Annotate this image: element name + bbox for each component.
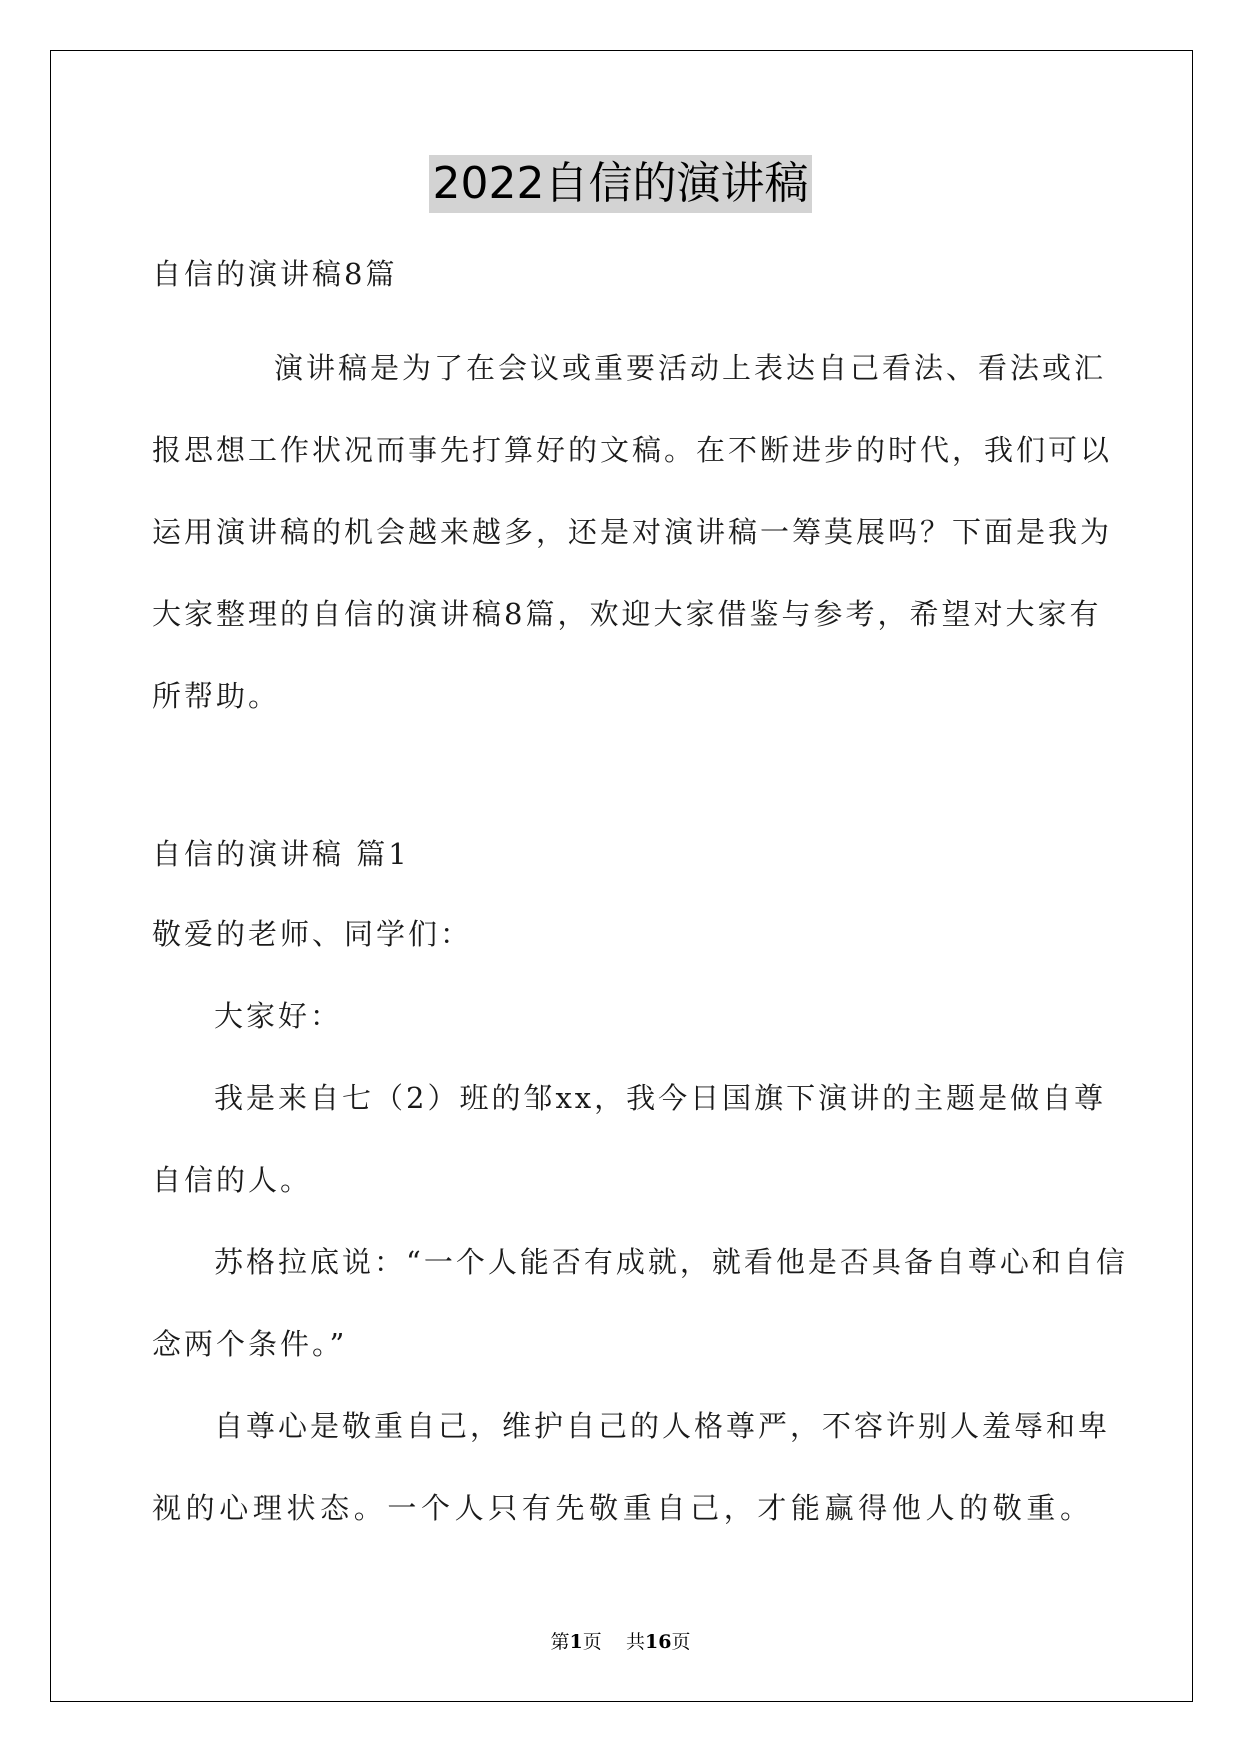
intro-line: 报思想工作状况而事先打算好的文稿。在不断进步的时代，我们可以 — [152, 433, 1113, 467]
intro-line: 演讲稿是为了在会议或重要活动上表达自己看法、看法或汇 — [274, 351, 1107, 385]
page-prefix: 第 — [550, 1631, 570, 1653]
body-line: 自尊心是敬重自己，维护自己的人格尊严，不容许别人羞辱和卑 — [214, 1409, 1111, 1443]
page-suffix: 页 — [582, 1631, 602, 1653]
body-line: 念两个条件。” — [152, 1327, 348, 1361]
body-line: 自信的人。 — [152, 1163, 313, 1197]
total-pages: 16 — [644, 1631, 672, 1653]
document-title — [0, 155, 1241, 215]
intro-line: 大家整理的自信的演讲稿8篇，欢迎大家借鉴与参考，希望对大家有 — [152, 597, 1102, 631]
section-heading: 自信的演讲稿 篇1 — [152, 837, 410, 871]
body-line: 苏格拉底说：“一个人能否有成就，就看他是否具备自尊心和自信 — [214, 1245, 1128, 1279]
page-footer — [0, 1630, 1241, 1654]
salutation: 敬爱的老师、同学们： — [152, 917, 473, 951]
body-line: 我是来自七（2）班的邹xx，我今日国旗下演讲的主题是做自尊 — [214, 1081, 1107, 1115]
body-line: 视的心理状态。一个人只有先敬重自己，才能赢得他人的敬重。 — [152, 1491, 1092, 1525]
total-prefix: 共 — [625, 1631, 645, 1653]
intro-line: 所帮助。 — [152, 679, 281, 713]
page-number: 1 — [569, 1631, 583, 1653]
page-border — [50, 50, 1193, 1702]
total-suffix: 页 — [671, 1631, 691, 1653]
document-subtitle: 自信的演讲稿8篇 — [152, 257, 398, 291]
title-text: 2022自信的演讲稿 — [429, 155, 813, 213]
greeting: 大家好： — [214, 999, 343, 1033]
intro-line: 运用演讲稿的机会越来越多，还是对演讲稿一筹莫展吗？下面是我为 — [152, 515, 1113, 549]
